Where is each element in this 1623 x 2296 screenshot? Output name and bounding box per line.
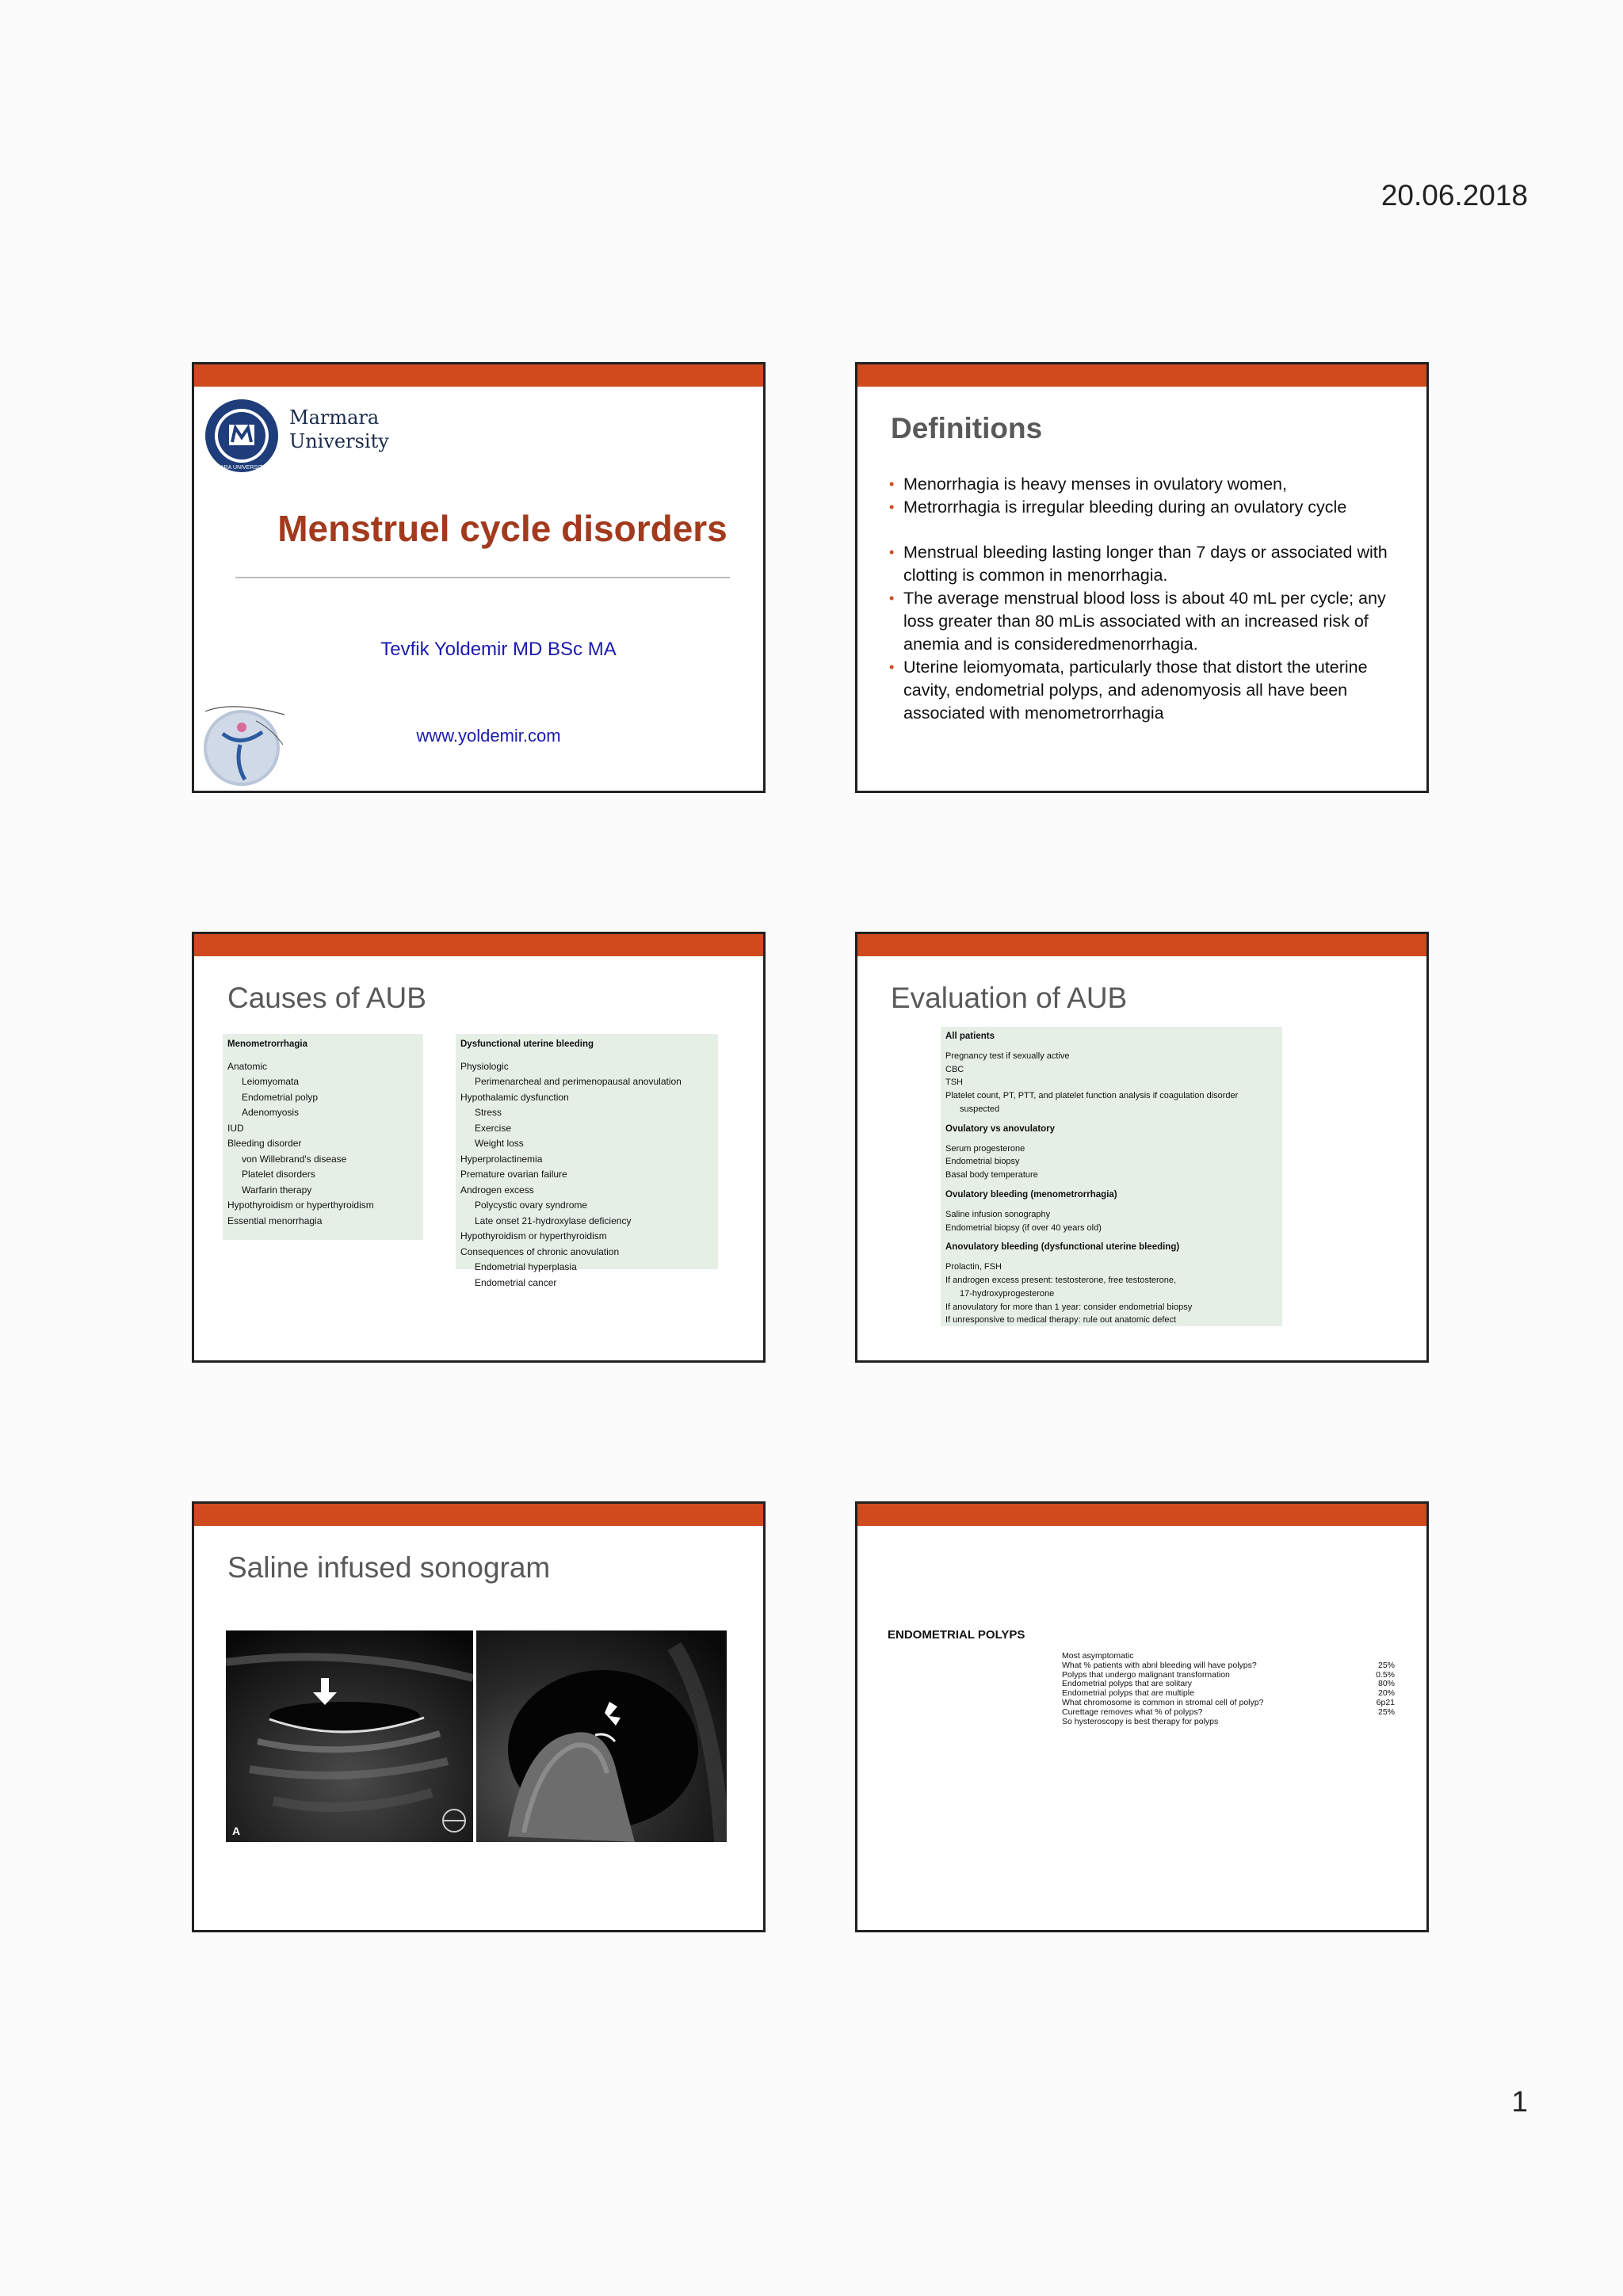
polyp-value: 25% [1377,1660,1395,1670]
table-row: Endometrial biopsy (if over 40 years old) [945,1222,1102,1233]
table-row: Endometrial cancer [475,1276,557,1288]
slide-title [192,362,766,793]
polyp-value: 25% [1377,1707,1395,1717]
slide-accent-bar [857,364,1426,387]
slide-accent-bar [194,1504,763,1526]
table-row: Hypothalamic dysfunction [460,1091,569,1103]
bullet-item: • The average menstrual blood loss is about 40 mL per cycle; any loss greater than 80 mLis associated with an increased risk of anemia and is consideredmenorrhagia. [889,587,1396,656]
table-spacer [945,1136,1277,1142]
table-row: If androgen excess present: testosterone, free testosterone, [945,1275,1177,1285]
slide-accent-bar [857,1504,1426,1526]
svg-text:MARMARA UNIVERSITY 1883: MARMARA UNIVERSITY 1883 [203,465,281,471]
table-row: Prolactin, FSH [945,1262,1002,1272]
table-row: CBC [945,1064,964,1074]
table-spacer [945,1234,1277,1241]
table-spacer [945,1202,1277,1208]
polyps-heading: ENDOMETRIAL POLYPS [888,1628,1025,1642]
table-row [1062,1699,1395,1708]
table-row: Premature ovarian failure [460,1169,567,1180]
title-divider [235,577,730,578]
table-row: Essential menorrhagia [227,1215,323,1226]
table-heading: Menometrorrhagia [227,1039,307,1049]
slide-title: Causes of AUB [227,982,426,1014]
polyp-question: Curettage removes what % of polyps? [1062,1707,1203,1717]
table-row: Bleeding disorder [227,1138,302,1149]
table-row: If anovulatory for more than 1 year: consider endometrial biopsy [945,1302,1193,1312]
table-row: Androgen excess [460,1184,534,1196]
polyp-value: 80% [1377,1679,1395,1689]
table-row: Platelet count, PT, PTT, and platelet function analysis if coagulation disorder [945,1091,1239,1101]
website-link[interactable]: www.yoldemir.com [416,726,561,746]
table-row: Adenomyosis [242,1107,300,1118]
table-row: Exercise [475,1122,512,1134]
table-row: Saline infusion sonography [945,1209,1051,1219]
polyp-question: Endometrial polyps that are multiple [1062,1688,1194,1699]
definitions-list [889,473,1396,725]
table-spacer [460,1053,713,1059]
table-row: Hyperprolactinemia [460,1153,543,1165]
table-row [1062,1708,1395,1718]
table-row [1062,1718,1395,1727]
table-row: Serum progesterone [945,1143,1025,1154]
presentation-title: Menstruel cycle disorders [277,508,727,549]
polyp-question: What chromosome is common in stromal cell of polyp? [1062,1697,1264,1707]
table-row: Polycystic ovary syndrome [475,1199,588,1211]
table-row: Weight loss [475,1138,524,1149]
marmara-university-logo [202,396,281,475]
slide-saline-sonogram [192,1501,766,1932]
polyp-question: Polyps that undergo malignant transformation [1062,1669,1230,1680]
slide-causes-of-aub [192,932,766,1363]
table-row: Warfarin therapy [242,1184,312,1196]
polyp-value: 6p21 [1376,1697,1395,1707]
table-row: suspected [960,1104,1000,1114]
table-heading: Ovulatory vs anovulatory [945,1123,1056,1134]
slide-definitions [855,362,1429,793]
university-name-line1: Marmara [289,406,380,429]
university-name-line2: University [289,430,389,452]
polyp-question: Endometrial polyps that are solitary [1062,1679,1192,1689]
causes-dub-table [456,1034,718,1288]
table-row: Late onset 21-hydroxylase deficiency [475,1215,632,1226]
table-row: Pregnancy test if sexually active [945,1051,1070,1061]
slide-evaluation-of-aub [855,932,1429,1363]
slide-title: Saline infused sonogram [227,1551,551,1584]
slide-accent-bar [857,934,1426,956]
sonogram-image-b [476,1630,727,1842]
page-number: 1 [1511,2085,1528,2118]
table-spacer [945,1182,1277,1188]
slide-title: Definitions [891,412,1043,444]
table-spacer [227,1053,418,1059]
table-row: Physiologic [460,1060,509,1072]
table-heading: Dysfunctional uterine bleeding [460,1039,594,1049]
slide-title: Evaluation of AUB [891,982,1128,1014]
table-spacer [945,1043,1277,1050]
table-row: Hypothyroidism or hyperthyroidism [460,1230,607,1241]
causes-menometrorrhagia-table [223,1034,423,1240]
table-row: Platelet disorders [242,1169,315,1180]
evaluation-table [941,1027,1282,1326]
table-row: Consequences of chronic anovulation [460,1245,620,1257]
table-row: Endometrial biopsy [945,1157,1020,1167]
polyp-value: 0.5% [1376,1669,1395,1680]
image-label: A [232,1825,241,1837]
table-spacer [945,1116,1277,1123]
table-row: 17-hydroxyprogesterone [960,1288,1055,1299]
table-spacer [945,1254,1277,1261]
polyp-question: What % patients with abnl bleeding will have polyps? [1062,1660,1257,1670]
polyps-table [1062,1652,1395,1726]
polyp-question: Most asymptomatic [1062,1651,1134,1661]
polyp-question: So hysteroscopy is best therapy for polyps [1062,1716,1219,1726]
bullet-item: • Metrorrhagia is irregular bleeding during an ovulatory cycle [889,496,1396,519]
slide-accent-bar [194,364,763,387]
polyp-value: 20% [1377,1688,1395,1699]
table-row [1062,1661,1395,1671]
bullet-item: • Menstrual bleeding lasting longer than 7 days or associated with clotting is common in menorrhagia. [889,541,1396,587]
table-row: Stress [475,1107,502,1118]
table-row: Endometrial hyperplasia [475,1261,577,1272]
table-row: Anatomic [227,1060,268,1072]
university-name [289,406,389,453]
table-heading: Ovulatory bleeding (menometrorrhagia) [945,1189,1117,1199]
sonogram-image-a [226,1630,473,1842]
table-row: Perimenarcheal and perimenopausal anovulation [475,1076,682,1087]
slide-endometrial-polyps [855,1501,1429,1932]
bullet-item: • Menorrhagia is heavy menses in ovulatory women, [889,473,1396,496]
page-date: 20.06.2018 [1381,179,1528,212]
table-row: TSH [945,1077,963,1088]
table-row: Hypothyroidism or hyperthyroidism [227,1199,374,1211]
table-row: Endometrial polyp [242,1091,319,1103]
table-row: von Willebrand's disease [242,1153,347,1165]
slide-accent-bar [194,934,763,956]
bullet-item: • Uterine leiomyomata, particularly those that distort the uterine cavity, endometrial polyps, and adenomyosis all have been associated with menometrorrhagia [889,656,1396,725]
table-row: IUD [227,1122,244,1134]
table-heading: Anovulatory bleeding (dysfunctional uterine bleeding) [945,1242,1180,1253]
table-heading: All patients [945,1032,995,1041]
table-row: Basal body temperature [945,1170,1038,1180]
author-name: Tevfik Yoldemir MD BSc MA [380,639,617,660]
table-row: Leiomyomata [242,1076,300,1087]
table-row: If unresponsive to medical therapy: rule out anatomic defect [945,1315,1177,1325]
